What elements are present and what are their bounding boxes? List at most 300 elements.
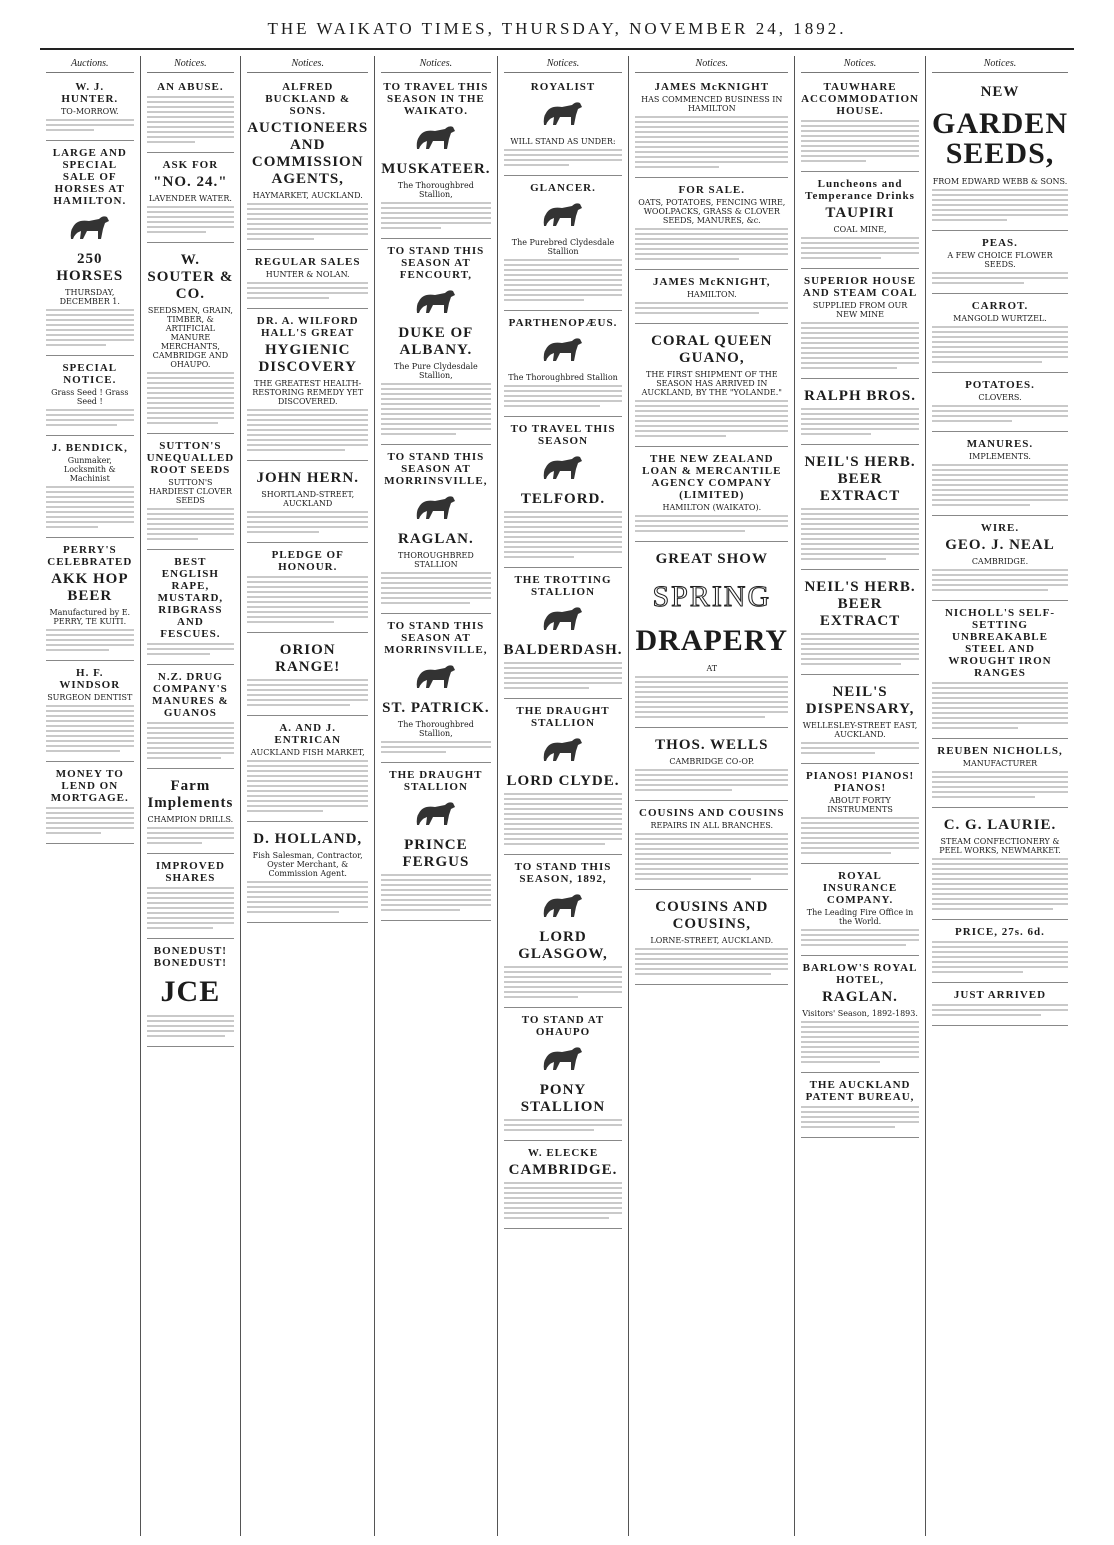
body-text-line [147,732,235,734]
horse-illustration [381,287,490,319]
body-text-line [932,569,1068,571]
body-text-line [147,1025,235,1027]
body-text-line [504,976,623,978]
body-text-line [46,812,134,814]
body-text-line [932,194,1068,196]
body-text-line [635,258,739,260]
body-text-line [801,643,919,645]
ad-subtitle: A FEW CHOICE FLOWER SEEDS. [947,251,1053,269]
advertisement [801,174,919,269]
body-text-line [801,817,919,819]
body-text-line [147,141,195,143]
body-text-line [147,737,235,739]
ad-subtitle: THURSDAY, DECEMBER 1. [59,288,120,306]
horse-illustration [504,891,623,923]
advertisement [801,77,919,172]
body-text-line [147,897,235,899]
ad-heading: J. BENDICK, [51,442,128,454]
body-text-line [147,116,235,118]
ad-heading: JAMES McKNIGHT, [653,276,771,288]
body-text-line [635,146,788,148]
column-heading: Notices. [381,56,490,73]
ad-heading: IMPROVED SHARES [155,860,225,884]
body-text-line [801,1126,895,1128]
body-text-line [381,899,490,901]
body-text-line [247,218,368,220]
body-text-line [635,789,731,791]
ad-subtitle: HAS COMMENCED BUSINESS IN HAMILTON [641,95,783,113]
body-text-line [932,946,1068,948]
body-text-line [932,873,1068,875]
body-text-line [247,616,368,618]
body-text-line [635,716,765,718]
body-text-line [504,808,623,810]
body-text-line [635,243,788,245]
body-text-line [247,292,368,294]
body-text-line [635,515,788,517]
body-text-line [801,1051,919,1053]
body-text-line [635,769,788,771]
body-text-line [932,420,1012,422]
body-text-line [147,747,235,749]
body-text-line [504,259,623,261]
advertisement [147,552,235,665]
advertisement [247,463,368,543]
body-text-line [635,701,788,703]
body-text-line [147,643,235,645]
body-text-line [635,126,788,128]
advertisement [147,941,235,1047]
body-text-line [635,151,788,153]
column-8 [926,56,1074,1536]
body-text-line [635,525,788,527]
body-text-line [504,1119,623,1121]
body-text-line [932,346,1068,348]
advertisement [635,544,788,728]
body-text-line [381,423,490,425]
body-text-line [247,770,368,772]
body-text-line [801,145,919,147]
ad-display-title: LORD CLYDE. [506,773,620,789]
advertisement [635,180,788,270]
body-text-line [247,449,345,451]
body-text-line [801,120,919,122]
body-text-line [147,927,214,929]
body-text-line [932,410,1068,412]
body-text-line [46,750,120,752]
body-text-line [932,464,1068,466]
ad-display-title: MUSKATEER. [381,161,491,177]
body-text-line [46,649,109,651]
body-text-line [801,648,919,650]
body-text-line [635,774,788,776]
column-heading: Auctions. [46,56,134,73]
body-text-line [932,712,1068,714]
ad-subtitle: SURGEON DENTIST [47,693,133,702]
body-text-line [801,543,919,545]
body-text-line [147,402,235,404]
ad-heading: THE DRAUGHT STALLION [389,769,483,793]
horse-illustration [504,99,623,131]
body-text-line [635,968,788,970]
body-text-line [504,294,623,296]
body-text-line [635,415,788,417]
advertisement [147,436,235,550]
body-text-line [635,156,788,158]
body-text-line [801,327,919,329]
body-text-line [247,785,368,787]
body-text-line [147,727,235,729]
body-text-line [801,653,919,655]
advertisement [801,447,919,570]
ad-display-title: TAUPIRI [825,205,895,221]
body-text-line [932,282,1024,284]
ad-heading: H. F. WINDSOR [59,667,121,691]
body-text-line [46,730,134,732]
body-text-line [247,516,368,518]
ad-display-title: RAGLAN. [822,989,898,1005]
column-7 [795,56,926,1536]
body-text-line [801,852,891,854]
body-text-line [932,479,1068,481]
body-text-line [932,272,1068,274]
body-text-line [635,302,788,304]
ad-subtitle: TO-MORROW. [60,107,119,116]
advertisement [635,449,788,542]
body-text-line [147,96,235,98]
ad-heading: JAMES McKNIGHT [654,81,770,93]
body-text-line [635,248,788,250]
horse-illustration [381,123,490,155]
body-text-line [46,424,117,426]
body-text-line [147,372,235,374]
body-text-line [635,530,745,532]
body-text-line [504,546,623,548]
body-text-line [46,807,134,809]
body-text-line [932,687,1068,689]
body-text-line [801,513,919,515]
body-text-line [46,644,134,646]
body-text-line [381,751,446,753]
ad-heading: FOR SALE. [678,184,746,196]
body-text-line [247,896,368,898]
ad-outline-title: SPRING [652,580,772,613]
body-text-line [801,929,919,931]
body-text-line [801,944,906,946]
body-text-line [147,827,235,829]
body-text-line [801,663,901,665]
body-text-line [801,242,919,244]
ad-display-title: COUSINS AND COUSINS, [655,899,769,932]
body-text-line [932,579,1068,581]
ad-subtitle: Visitors' Season, 1892-1893. [802,1009,918,1018]
body-text-line [147,387,235,389]
body-text-line [932,415,1068,417]
body-text-line [504,833,623,835]
body-text-line [932,204,1068,206]
body-text-line [801,939,919,941]
body-text-line [147,101,235,103]
advertisement [801,766,919,864]
column-heading: Notices. [801,56,919,73]
ad-subtitle: SUTTON'S HARDIEST CLOVER SEEDS [148,478,232,505]
ad-subtitle: CAMBRIDGE CO-OP. [669,757,755,766]
body-text-line [381,383,490,385]
body-text-line [247,414,368,416]
advertisement [46,663,134,762]
body-text-line [504,274,623,276]
body-text-line [932,697,1068,699]
body-text-line [932,858,1068,860]
body-text-line [801,332,919,334]
masthead-title: THE WAIKATO TIMES, THURSDAY, NOVEMBER 24, 1892. [267,19,847,38]
body-text-line [46,639,134,641]
body-text-line [635,520,788,522]
body-text-line [932,469,1068,471]
body-text-line [801,538,919,540]
ad-display-title: NEW [980,84,1020,100]
ad-subtitle: The Pure Clydesdale Stallion, [394,362,478,380]
body-text-line [801,342,919,344]
body-text-line [247,521,368,523]
body-text-line [147,513,235,515]
body-text-line [932,326,1068,328]
body-text-line [247,765,368,767]
advertisement [932,375,1068,432]
body-text-line [504,971,623,973]
body-text-line [46,521,134,523]
body-text-line [147,528,235,530]
advertisement [381,447,490,614]
advertisement [932,233,1068,294]
body-text-line [147,221,235,223]
ad-display-title: LORD GLASGOW, [518,929,608,962]
body-text-line [932,781,1068,783]
body-text-line [46,496,134,498]
body-text-line [46,720,134,722]
body-text-line [46,501,134,503]
ad-subtitle: CHAMPION DRILLS. [147,815,234,824]
body-text-line [147,397,235,399]
body-text-line [801,533,919,535]
body-text-line [801,1121,919,1123]
body-text-line [247,689,368,691]
ad-subtitle: WELLESLEY-STREET EAST, AUCKLAND. [802,721,918,739]
body-text-line [504,1129,594,1131]
ad-display-title: CORAL QUEEN GUANO, [651,333,773,366]
body-text-line [147,832,235,834]
body-text-line [504,395,623,397]
ad-subtitle: Grass Seed ! Grass Seed ! [51,388,129,406]
ad-heading: TO STAND THIS SEASON, 1892, [514,861,612,885]
body-text-line [504,966,623,968]
body-text-line [247,694,368,696]
ad-subtitle: The Thoroughbred Stallion, [397,181,474,199]
ad-heading: AN ABUSE. [157,81,224,93]
body-text-line [504,1124,623,1126]
advertisement [247,311,368,461]
body-text-line [801,1031,919,1033]
body-text-line [247,238,314,240]
body-text-line [147,216,235,218]
body-text-line [504,536,623,538]
advertisement [147,77,235,153]
body-text-line [46,119,134,121]
body-text-line [801,747,919,749]
body-text-line [635,833,788,835]
advertisement [932,985,1068,1026]
body-text-line [247,434,368,436]
advertisement [504,178,623,311]
ad-heading: BEST ENGLISH RAPE, MUSTARD, RIBGRASS AND FESCUES. [157,556,224,640]
advertisement [504,857,623,1008]
body-text-line [147,518,235,520]
body-text-line [932,941,1068,943]
body-text-line [381,874,490,876]
horse-illustration [381,799,490,831]
body-text-line [932,499,1068,501]
body-text-line [801,347,919,349]
ad-display-title: JOHN HERN. [256,470,359,486]
body-text-line [147,412,235,414]
body-text-line [635,430,788,432]
ad-display-title: W. SOUTER & CO. [147,252,234,302]
column-5 [498,56,630,1536]
body-text-line [147,206,235,208]
body-text-line [247,576,368,578]
ad-heading: SPECIAL NOTICE. [62,362,118,386]
body-text-line [46,319,134,321]
horse-illustration [46,213,134,245]
body-text-line [635,131,788,133]
ad-subtitle: AUCKLAND FISH MARKET, [250,748,365,757]
body-text-line [381,894,490,896]
body-text-line [504,1202,623,1204]
ad-heading: GLANCER. [530,182,596,194]
body-text-line [635,676,788,678]
ad-display-title: RALPH BROS. [804,388,916,404]
body-text-line [46,329,134,331]
body-text-line [147,922,235,924]
ad-heading: THE TROTTING STALLION [514,574,612,598]
horse-illustration [504,735,623,767]
body-text-line [635,410,788,412]
body-text-line [147,211,235,213]
body-text-line [504,164,569,166]
body-text-line [635,233,788,235]
body-text-line [932,878,1068,880]
body-text-line [932,209,1068,211]
body-text-line [504,516,623,518]
body-text-line [504,551,623,553]
ad-heading: TO STAND THIS SEASON AT MORRINSVILLE, [384,620,488,656]
body-text-line [247,228,368,230]
body-text-line [381,884,490,886]
body-text-line [381,909,460,911]
ad-heading: PEAS. [982,237,1018,249]
body-text-line [801,247,919,249]
body-text-line [504,1217,610,1219]
ad-display-title: ST. PATRICK. [382,700,490,716]
ad-display-title: THOS. WELLS [655,737,769,753]
ad-subtitle: WILL STAND AS UNDER: [510,137,616,146]
body-text-line [635,691,788,693]
ad-heading: THE NEW ZEALAND LOAN & MERCANTILE AGENCY COMPANY (LIMITED) [642,453,782,501]
body-text-line [504,991,623,993]
body-text-line [247,511,368,513]
body-text-line [381,413,490,415]
body-text-line [46,526,98,528]
ad-subtitle: The Purebred Clydesdale Stallion [511,238,615,256]
body-text-line [635,948,788,950]
body-text-line [381,398,490,400]
body-text-line [932,951,1068,953]
body-text-line [381,572,490,574]
body-text-line [504,672,623,674]
ad-subtitle: SUPPLIED FROM OUR NEW MINE [812,301,908,319]
body-text-line [504,818,623,820]
column-heading: Notices. [635,56,788,73]
ad-heading: ROYAL INSURANCE COMPANY. [822,870,898,906]
body-text-line [381,222,490,224]
body-text-line [46,124,134,126]
body-text-line [801,658,919,660]
ad-display-title: AUCTIONEERS AND COMMISSION AGENTS, [247,120,369,187]
ad-heading: SUPERIOR HOUSE AND STEAM COAL [802,275,918,299]
advertisement [381,77,490,239]
body-text-line [504,823,623,825]
body-text-line [381,746,490,748]
ad-subtitle: LORNE-STREET, AUCKLAND. [650,936,774,945]
body-text-line [635,420,788,422]
advertisement [504,570,623,699]
advertisement [801,271,919,379]
body-text-line [635,711,788,713]
body-text-line [381,418,490,420]
advertisement [635,326,788,447]
body-text-line [932,786,1068,788]
body-text-line [46,745,134,747]
body-text-line [635,686,788,688]
ad-display-title: DUKE OF ALBANY. [398,325,474,358]
ad-subtitle: SHORTLAND-STREET, AUCKLAND [261,490,355,508]
horse-illustration [381,662,490,694]
advertisement [801,572,919,675]
ad-subtitle: Gunmaker, Locksmith & Machinist [63,456,116,483]
body-text-line [247,760,368,762]
body-text-line [147,226,235,228]
body-text-line [801,130,919,132]
body-text-line [147,1020,235,1022]
body-text-line [147,757,221,759]
body-text-line [932,219,1007,221]
body-text-line [932,707,1068,709]
body-text-line [504,793,623,795]
ad-heading: POTATOES. [965,379,1035,391]
body-text-line [635,307,788,309]
body-text-line [504,843,605,845]
body-text-line [801,847,919,849]
ad-subtitle: THOROUGHBRED STALLION [398,551,474,569]
ad-heading: TO TRAVEL THIS SEASON IN THE WAIKATO. [383,81,489,117]
body-text-line [381,202,490,204]
body-text-line [381,889,490,891]
advertisement [932,434,1068,516]
body-text-line [247,881,368,883]
body-text-line [635,973,771,975]
column-heading: Notices. [932,56,1068,73]
body-text-line [147,377,235,379]
